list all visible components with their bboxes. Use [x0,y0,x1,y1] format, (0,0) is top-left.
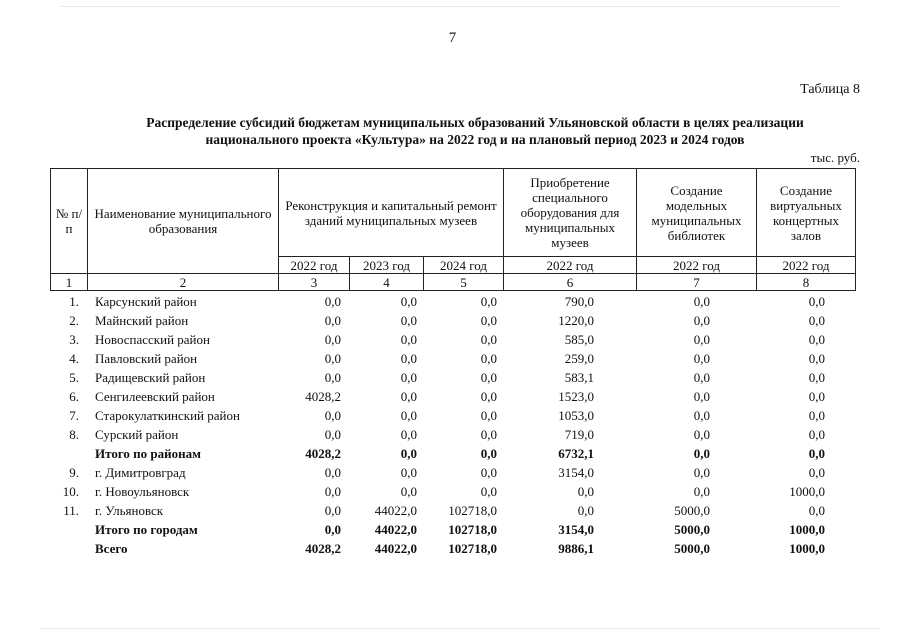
header-equipment-year: 2022 год [504,257,637,274]
value-2024: 0,0 [480,464,497,480]
table-header [50,168,856,291]
value-halls: 0,0 [808,426,825,442]
value-equipment: 9886,1 [558,540,594,556]
scan-artifact-top [60,6,840,7]
value-2024: 102718,0 [448,521,497,537]
value-2024: 0,0 [480,331,497,347]
value-halls: 0,0 [808,350,825,366]
header-year-2024: 2024 год [424,257,504,274]
table-row [50,311,855,330]
header-halls: Создание виртуальных концертных залов [757,169,856,257]
column-number: 2 [88,274,279,291]
value-halls: 1000,0 [789,483,825,499]
row-name: г. Ульяновск [95,502,164,518]
row-number [50,444,87,463]
value-equipment: 6732,1 [558,445,594,461]
header-libraries: Создание модельных муниципальных библиотек [637,169,757,257]
value-libraries: 5000,0 [674,502,710,518]
total-row [50,520,855,539]
total-row [50,444,855,463]
row-number: 3. [69,331,79,347]
value-2024: 0,0 [480,369,497,385]
value-2024: 0,0 [480,312,497,328]
value-2023: 0,0 [400,331,417,347]
value-2023: 0,0 [400,445,417,461]
value-libraries: 0,0 [693,483,710,499]
row-name: Павловский район [95,350,198,366]
value-2023: 0,0 [400,388,417,404]
value-2024: 0,0 [480,483,497,499]
value-halls: 1000,0 [789,521,825,537]
table-row [50,387,855,406]
value-2023: 0,0 [400,483,417,499]
value-2024: 0,0 [480,407,497,423]
table-row [50,349,855,368]
column-number: 3 [279,274,350,291]
value-2022: 0,0 [324,521,341,537]
value-2024: 0,0 [480,445,497,461]
table-row [50,482,855,501]
column-number: 8 [757,274,856,291]
value-libraries: 0,0 [693,369,710,385]
value-2024: 0,0 [480,350,497,366]
row-number: 1. [69,293,79,309]
value-2024: 102718,0 [448,502,497,518]
title-line-2: национального проекта «Культура» на 2022 год и на плановый период 2023 и 2024 годов [205,132,745,147]
value-halls: 0,0 [808,331,825,347]
title-line-1: Распределение субсидий бюджетам муниципальных образований Ульяновской области в целях реализации [146,115,804,130]
value-equipment: 719,0 [564,426,594,442]
row-name: Итого по городам [95,521,198,537]
value-equipment: 583,1 [564,369,594,385]
header-equipment: Приобретение специального оборудования для муниципальных музеев [504,169,637,257]
value-halls: 1000,0 [789,540,825,556]
table-row [50,292,855,311]
table-row [50,406,855,425]
value-halls: 0,0 [808,312,825,328]
value-2023: 0,0 [400,312,417,328]
table-row [50,330,855,349]
table-label: Таблица 8 [800,82,860,97]
value-2022: 0,0 [324,407,341,423]
value-2023: 0,0 [400,407,417,423]
value-2022: 0,0 [324,483,341,499]
value-2023: 0,0 [400,426,417,442]
scan-artifact-bottom [40,628,880,629]
table-row [50,425,855,444]
value-2023: 0,0 [400,464,417,480]
value-libraries: 0,0 [693,350,710,366]
value-libraries: 5000,0 [674,540,710,556]
value-libraries: 0,0 [693,426,710,442]
value-halls: 0,0 [808,445,825,461]
value-halls: 0,0 [808,388,825,404]
value-2024: 0,0 [480,388,497,404]
value-halls: 0,0 [808,293,825,309]
value-2022: 0,0 [324,426,341,442]
value-halls: 0,0 [808,502,825,518]
header-libraries-year: 2022 год [637,257,757,274]
value-2022: 0,0 [324,312,341,328]
row-name: Карсунский район [95,293,197,309]
value-2023: 44022,0 [374,502,417,518]
value-libraries: 0,0 [693,464,710,480]
value-libraries: 0,0 [693,293,710,309]
value-2022: 0,0 [324,502,341,518]
header-halls-year: 2022 год [757,257,856,274]
table-row [50,368,855,387]
row-number: 8. [69,426,79,442]
value-libraries: 0,0 [693,407,710,423]
row-number: 11. [63,502,79,518]
row-name: Сенгилеевский район [95,388,215,404]
value-equipment: 3154,0 [558,521,594,537]
row-name: г. Димитровград [95,464,186,480]
value-equipment: 585,0 [564,331,594,347]
header-name: Наименование муниципального образования [88,169,279,274]
unit-label: тыс. руб. [810,150,860,165]
value-2022: 4028,2 [305,445,341,461]
value-halls: 0,0 [808,407,825,423]
value-equipment: 259,0 [564,350,594,366]
value-2022: 0,0 [324,350,341,366]
value-libraries: 0,0 [693,388,710,404]
row-name: Сурский район [95,426,179,442]
value-2022: 4028,2 [305,388,341,404]
row-number: 5. [69,369,79,385]
value-2022: 0,0 [324,331,341,347]
row-number: 4. [69,350,79,366]
row-name: г. Новоульяновск [95,483,190,499]
value-libraries: 5000,0 [674,521,710,537]
column-number: 4 [350,274,424,291]
value-equipment: 3154,0 [558,464,594,480]
value-equipment: 1523,0 [558,388,594,404]
row-number [50,539,87,558]
table-body [50,292,855,558]
value-2024: 102718,0 [448,540,497,556]
value-halls: 0,0 [808,464,825,480]
row-number: 2. [69,312,79,328]
table-row [50,463,855,482]
value-equipment: 0,0 [577,483,594,499]
row-name: Новоспасский район [95,331,210,347]
value-equipment: 0,0 [577,502,594,518]
column-number: 5 [424,274,504,291]
row-number: 9. [69,464,79,480]
row-number [50,520,87,539]
column-number: 1 [51,274,88,291]
row-name: Старокулаткинский район [95,407,240,423]
page-number: 7 [448,30,457,46]
value-2023: 44022,0 [374,521,417,537]
value-2022: 0,0 [324,293,341,309]
row-name: Итого по районам [95,445,201,461]
table-row [50,501,855,520]
header-year-2022: 2022 год [279,257,350,274]
value-halls: 0,0 [808,369,825,385]
value-2023: 0,0 [400,369,417,385]
value-2023: 44022,0 [374,540,417,556]
value-libraries: 0,0 [693,331,710,347]
row-number: 10. [62,483,79,499]
value-equipment: 790,0 [564,293,594,309]
value-2022: 0,0 [324,369,341,385]
value-equipment: 1220,0 [558,312,594,328]
column-number: 7 [637,274,757,291]
header-year-2023: 2023 год [350,257,424,274]
value-equipment: 1053,0 [558,407,594,423]
value-2023: 0,0 [400,350,417,366]
header-num: № п/п [51,169,88,274]
value-libraries: 0,0 [693,445,710,461]
column-number: 6 [504,274,637,291]
value-libraries: 0,0 [693,312,710,328]
row-name: Радищевский район [95,369,206,385]
row-name: Всего [95,540,128,556]
value-2022: 4028,2 [305,540,341,556]
value-2024: 0,0 [480,426,497,442]
total-row [50,539,855,558]
row-number: 7. [69,407,79,423]
header-museums: Реконструкция и капитальный ремонт зданий муниципальных музеев [279,169,504,257]
value-2022: 0,0 [324,464,341,480]
row-number: 6. [69,388,79,404]
row-name: Майнский район [95,312,189,328]
value-2023: 0,0 [400,293,417,309]
document-title [80,114,870,148]
value-2024: 0,0 [480,293,497,309]
